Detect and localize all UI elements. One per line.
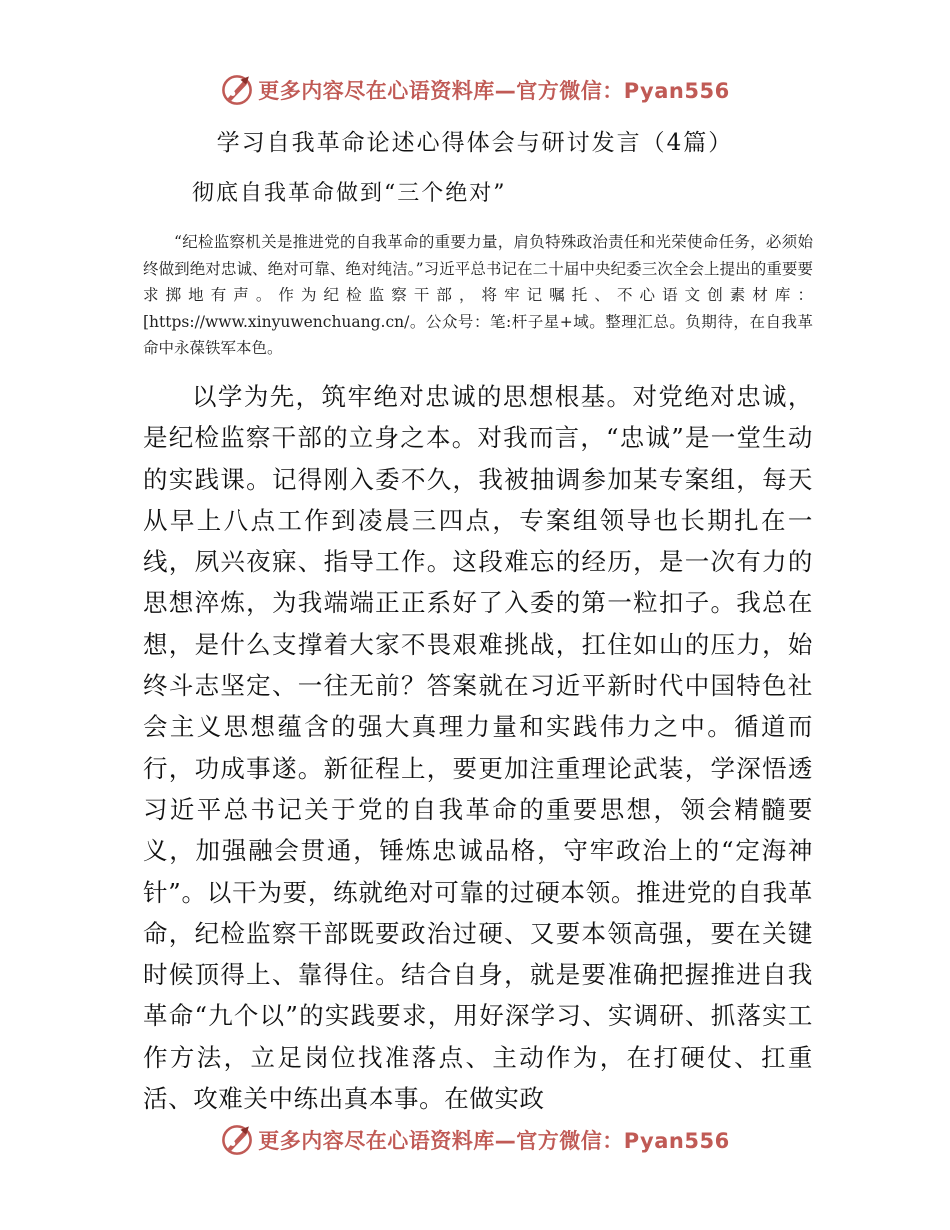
- footer-watermark-banner: [0, 1120, 950, 1160]
- watermark-text: 更多内容尽在心语资料库—官方微信：Pyan556: [258, 79, 730, 103]
- watermark-text: 更多内容尽在心语资料库—官方微信：Pyan556: [258, 1129, 730, 1153]
- intro-paragraph: [143, 229, 813, 362]
- intro-text: “纪检监察机关是推进党的自我革命的重要力量，肩负特殊政治责任和光荣使命任务，必须始终做到绝对忠诚、绝对可靠、绝对纯洁。”习近平总书记在二十届中央纪委三次全会上提出的重要要求掷地有声。作为纪检监察干部，将牢记嘱托、不心语文创素材库：[https://www.xinyuwenchuang.cn/。公众号：笔:杆子星+域。整理汇总。负期待，在自我革命中永葆铁军本色。: [143, 233, 813, 358]
- document-title: 学习自我革命论述心得体会与研讨发言（4篇）: [216, 130, 734, 156]
- pen-logo-icon: [220, 1123, 254, 1157]
- body-paragraph: [143, 376, 813, 1119]
- body-text: 以学为先，筑牢绝对忠诚的思想根基。对党绝对忠诚，是纪检监察干部的立身之本。对我而言，“忠诚”是一堂生动的实践课。记得刚入委不久，我被抽调参加某专案组，每天从早上八点工作到凌晨三四点，专案组领导也长期扎在一线，夙兴夜寐、指导工作。这段难忘的经历，是一次有力的思想淬炼，为我端端正正系好了入委的第一粒扣子。我总在想，是什么支撑着大家不畏艰难挑战，扛住如山的压力，始终斗志坚定、一往无前？答案就在习近平新时代中国特色社会主义思想蕴含的强大真理力量和实践伟力之中。循道而行，功成事遂。新征程上，要更加注重理论武装，学深悟透习近平总书记关于党的自我革命的重要思想，领会精髓要义，加强融会贯通，锤炼忠诚品格，守牢政治上的“定海神针”。以干为要，练就绝对可靠的过硬本领。推进党的自我革命，纪检监察干部既要政治过硬、又要本领高强，要在关键时候顶得上、靠得住。结合自身，就是要准确把握推进自我革命“九个以”的实践要求，用好深学习、实调研、抓落实工作方法，立足岗位找准落点、主动作为，在打硬仗、扛重活、攻难关中练出真本事。在做实政: [143, 382, 813, 1114]
- section-heading: 彻底自我革命做到“三个绝对”: [192, 181, 507, 206]
- pen-logo-icon: [220, 73, 254, 107]
- header-watermark-banner: [0, 70, 950, 110]
